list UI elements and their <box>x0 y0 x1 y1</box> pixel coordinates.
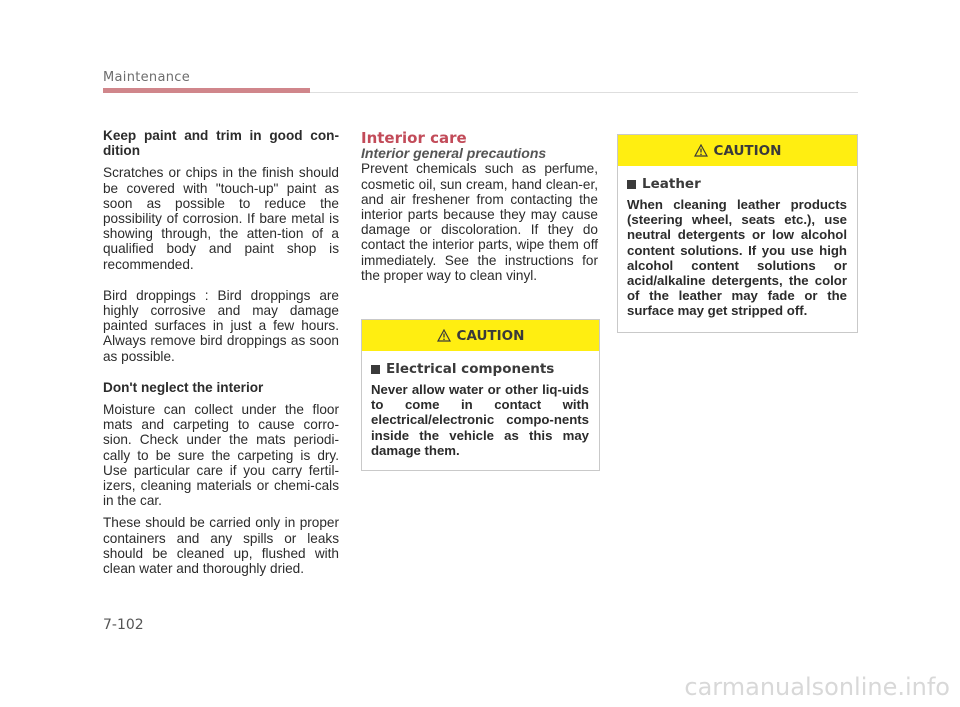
interior-neglect-heading: Don't neglect the interior <box>103 379 264 395</box>
warning-triangle-icon <box>437 329 451 342</box>
general-precautions-subheading: Interior general precautions <box>361 145 547 162</box>
caution-title <box>627 176 847 192</box>
middle-column <box>361 131 598 283</box>
caution-label: CAUTION <box>456 327 525 344</box>
caution-text: When cleaning leather products (steering wheel, seats etc.), use neutral detergents or low alcohol content solutions. If you use high alcohol content solutions or acid/alkaline detergents, the color of the leather may fade or the surface may get stripped off. <box>627 197 847 319</box>
header-divider <box>310 92 858 93</box>
watermark: carmanualsonline.info <box>684 673 950 701</box>
caution-box-electrical <box>361 319 600 471</box>
caution-text: Never allow water or other liq-uids to come in contact with electrical/electronic compo-nents inside the vehicle as this may damage them. <box>371 382 589 458</box>
header-accent-rule <box>103 88 310 93</box>
interior-care-heading: Interior care <box>361 129 467 147</box>
warning-triangle-icon <box>694 144 708 157</box>
page-number: 7-102 <box>103 617 144 633</box>
caution-title <box>371 361 589 377</box>
precautions-paragraph: Prevent chemicals such as perfume, cosmetic oil, sun cream, hand clean-er, and air freshener from contacting the interior parts because they may cause damage or discoloration. If they do contact the interior parts, wipe them off immediately. See the instructions for the proper way to clean vinyl. <box>361 161 598 283</box>
moisture-paragraph: Moisture can collect under the floor mats and carpeting to cause corro-sion. Check under the mats periodi-cally to be sure the carpeting is dry. Use particular care if you carry fertil-izers, cleaning materials or chemi-cals in the car. <box>103 402 339 509</box>
caution-banner <box>362 320 599 351</box>
caution-box-leather <box>617 134 858 333</box>
containers-paragraph: These should be carried only in proper containers and any spills or leaks should be cleaned up, flushed with clean water and thoroughly dried. <box>103 515 339 577</box>
paint-heading: Keep paint and trim in good con-dition <box>103 128 339 159</box>
section-title: Maintenance <box>103 70 191 85</box>
bird-droppings-paragraph: Bird droppings : Bird droppings are highly corrosive and may damage painted surfaces in just a few hours. Always remove bird droppings as soon as possible. <box>103 287 339 364</box>
caution-banner <box>618 135 857 166</box>
paint-paragraph: Scratches or chips in the finish should be covered with "touch-up" paint as soon as possible to reduce the possibility of corrosion. If bare metal is showing through, the atten-tion of a qualified body and paint shop is recommended. <box>103 165 339 272</box>
left-column <box>103 128 339 576</box>
caution-label: CAUTION <box>713 142 782 159</box>
caution-title-text: Electrical components <box>386 361 555 377</box>
square-bullet-icon <box>371 365 380 374</box>
square-bullet-icon <box>627 180 636 189</box>
caution-title-text: Leather <box>642 176 701 192</box>
